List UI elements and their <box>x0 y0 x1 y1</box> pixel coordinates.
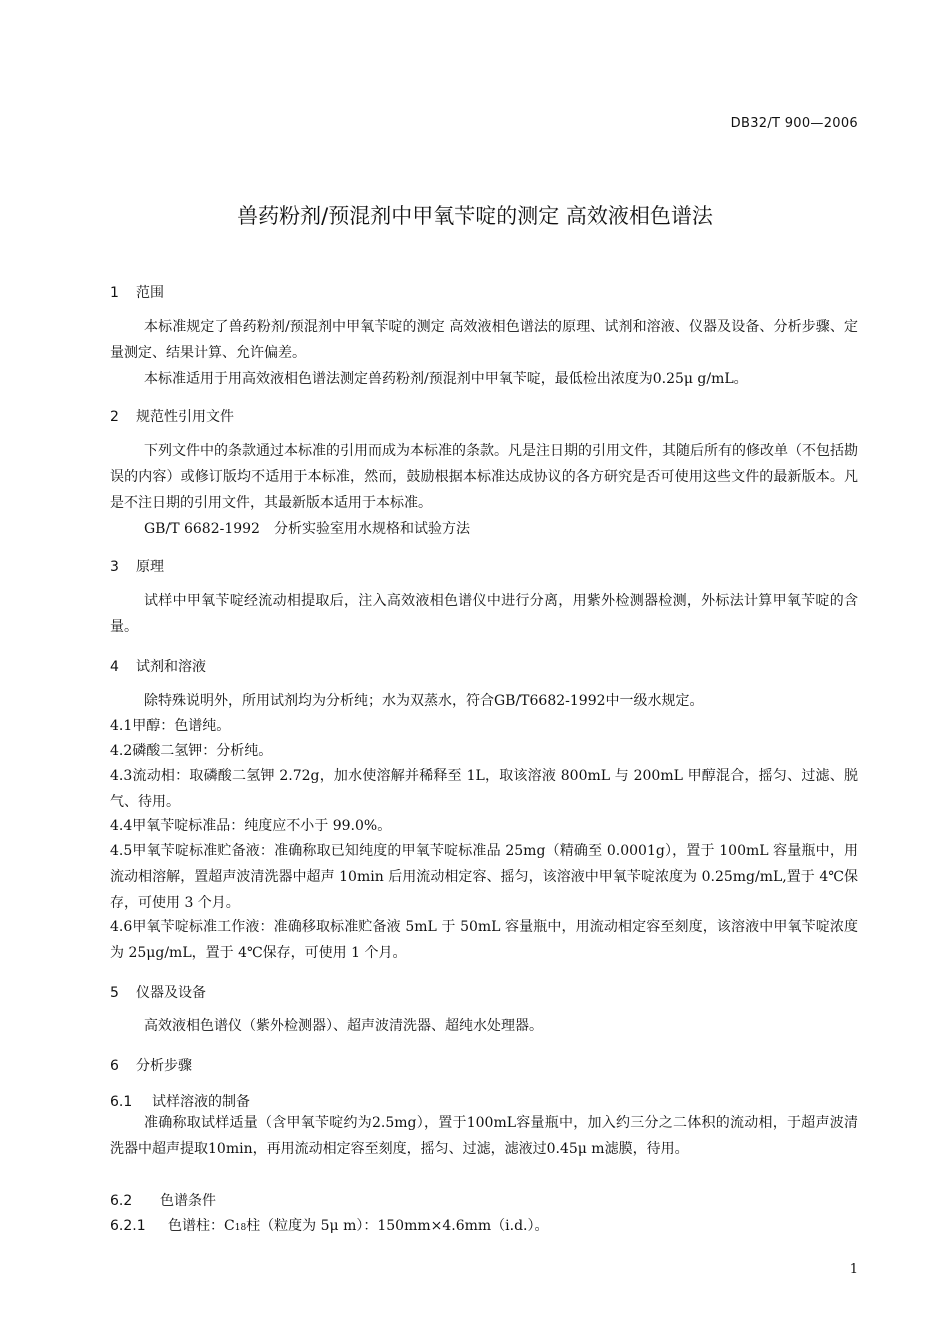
clause-4-6 <box>110 914 858 966</box>
clause-number: 6.2.1 <box>110 1218 146 1234</box>
document-title: 兽药粉剂/预混剂中甲氧苄啶的测定 高效液相色谱法 <box>237 204 713 228</box>
section-number: 2 <box>110 409 119 425</box>
clause-number: 6.2 <box>110 1193 133 1209</box>
clause-4-1 <box>110 713 858 739</box>
clause-6-2-1 <box>110 1215 549 1235</box>
clause-text-continued: 柱（粒度为 5μ m）：150mm×4.6mm（i.d.）。 <box>246 1218 549 1234</box>
section-3-heading <box>110 556 164 576</box>
clause-text: 甲氧苄啶标准工作液：准确移取标准贮备液 5mL 于 50mL 容量瓶中，用流动相定容至刻度，该溶液中甲氧苄啶浓度为 25μg/mL，置于 4℃保存，可使用 1 个月。 <box>110 919 858 961</box>
clause-text: 甲氧苄啶标准贮备液：准确称取已知纯度的甲氧苄啶标准品 25mg（精确至 0.0001g），置于 100mL 容量瓶中，用流动相溶解，置超声波清洗器中超声 10min 后用流动相定容、摇匀，该溶液中甲氧苄啶浓度为 0.25mg/mL,置于 4℃保存，可使用 3 个月。 <box>110 843 858 911</box>
clause-title: 试样溶液的制备 <box>152 1094 250 1110</box>
section-number: 6 <box>110 1058 119 1074</box>
page-number: 1 <box>849 1262 858 1277</box>
scope-paragraph-1: 本标准规定了兽药粉剂/预混剂中甲氧苄啶的测定 高效液相色谱法的原理、试剂和溶液、仪器及设备、分析步骤、定量测定、结果计算、允许偏差。 <box>110 319 858 361</box>
clause-4-2 <box>110 738 858 764</box>
section-number: 5 <box>110 985 119 1001</box>
section-title: 规范性引用文件 <box>136 409 234 425</box>
clause-4-4 <box>110 813 858 839</box>
clause-number: 4.5 <box>110 843 133 859</box>
clause-4-5 <box>110 838 858 916</box>
reagents-intro-paragraph: 除特殊说明外，所用试剂均为分析纯；水为双蒸水，符合GB/T6682-1992中一级水规定。 <box>144 693 704 709</box>
subscript-18: 18 <box>234 1223 247 1233</box>
clause-number: 4.6 <box>110 919 133 935</box>
section-title: 试剂和溶液 <box>136 659 206 675</box>
clause-text: 流动相：取磷酸二氢钾 2.72g，加水使溶解并稀释至 1L，取该溶液 800mL 与 200mL 甲醇混合，摇匀、过滤、脱气、待用。 <box>110 768 858 810</box>
apparatus-paragraph: 高效液相色谱仪（紫外检测器）、超声波清洗器、超纯水处理器。 <box>144 1018 543 1034</box>
section-1-heading <box>110 282 164 302</box>
section-number: 1 <box>110 285 119 301</box>
reference-gb-t-6682: GB/T 6682-1992 分析实验室用水规格和试验方法 <box>144 521 470 537</box>
normative-references-paragraph: 下列文件中的条款通过本标准的引用而成为本标准的条款。凡是注日期的引用文件，其随后所有的修改单（不包括勘误的内容）或修订版均不适用于本标准，然而，鼓励根据本标准达成协议的各方研究是否可使用这些文件的最新版本。凡是不注日期的引用文件，其最新版本适用于本标准。 <box>110 443 858 511</box>
clause-title: 色谱条件 <box>160 1193 216 1209</box>
principle-paragraph: 试样中甲氧苄啶经流动相提取后，注入高效液相色谱仪中进行分离，用紫外检测器检测，外标法计算甲氧苄啶的含量。 <box>110 593 858 635</box>
section-2-heading <box>110 406 234 426</box>
section-number: 3 <box>110 559 119 575</box>
clause-text: 磷酸二氢钾：分析纯。 <box>132 743 273 759</box>
clause-6-2-heading <box>110 1190 216 1210</box>
section-title: 分析步骤 <box>136 1058 192 1074</box>
document-code: DB32/T 900—2006 <box>730 116 858 131</box>
sample-preparation-paragraph: 准确称取试样适量（含甲氧苄啶约为2.5mg），置于100mL容量瓶中，加入约三分之二体积的流动相，于超声波清洗器中超声提取10min，再用流动相定容至刻度，摇匀、过滤，滤液过0.45μ m滤膜，待用。 <box>110 1115 858 1157</box>
section-title: 原理 <box>136 559 164 575</box>
clause-6-1-heading <box>110 1091 250 1111</box>
scope-paragraph-2: 本标准适用于用高效液相色谱法测定兽药粉剂/预混剂中甲氧苄啶，最低检出浓度为0.25μ g/mL。 <box>144 371 748 387</box>
clause-number: 4.1 <box>110 718 133 734</box>
clause-text: 色谱柱：C <box>168 1218 235 1234</box>
section-title: 仪器及设备 <box>136 985 206 1001</box>
clause-text: 甲氧苄啶标准品：纯度应不小于 99.0%。 <box>132 818 392 834</box>
clause-number: 4.2 <box>110 743 133 759</box>
clause-number: 4.4 <box>110 818 133 834</box>
clause-number: 6.1 <box>110 1094 133 1110</box>
section-6-heading <box>110 1055 192 1075</box>
clause-text: 甲醇：色谱纯。 <box>132 718 231 734</box>
section-title: 范围 <box>136 285 164 301</box>
clause-number: 4.3 <box>110 768 133 784</box>
section-4-heading <box>110 656 206 676</box>
section-5-heading <box>110 982 206 1002</box>
section-number: 4 <box>110 659 119 675</box>
clause-4-3 <box>110 763 858 815</box>
